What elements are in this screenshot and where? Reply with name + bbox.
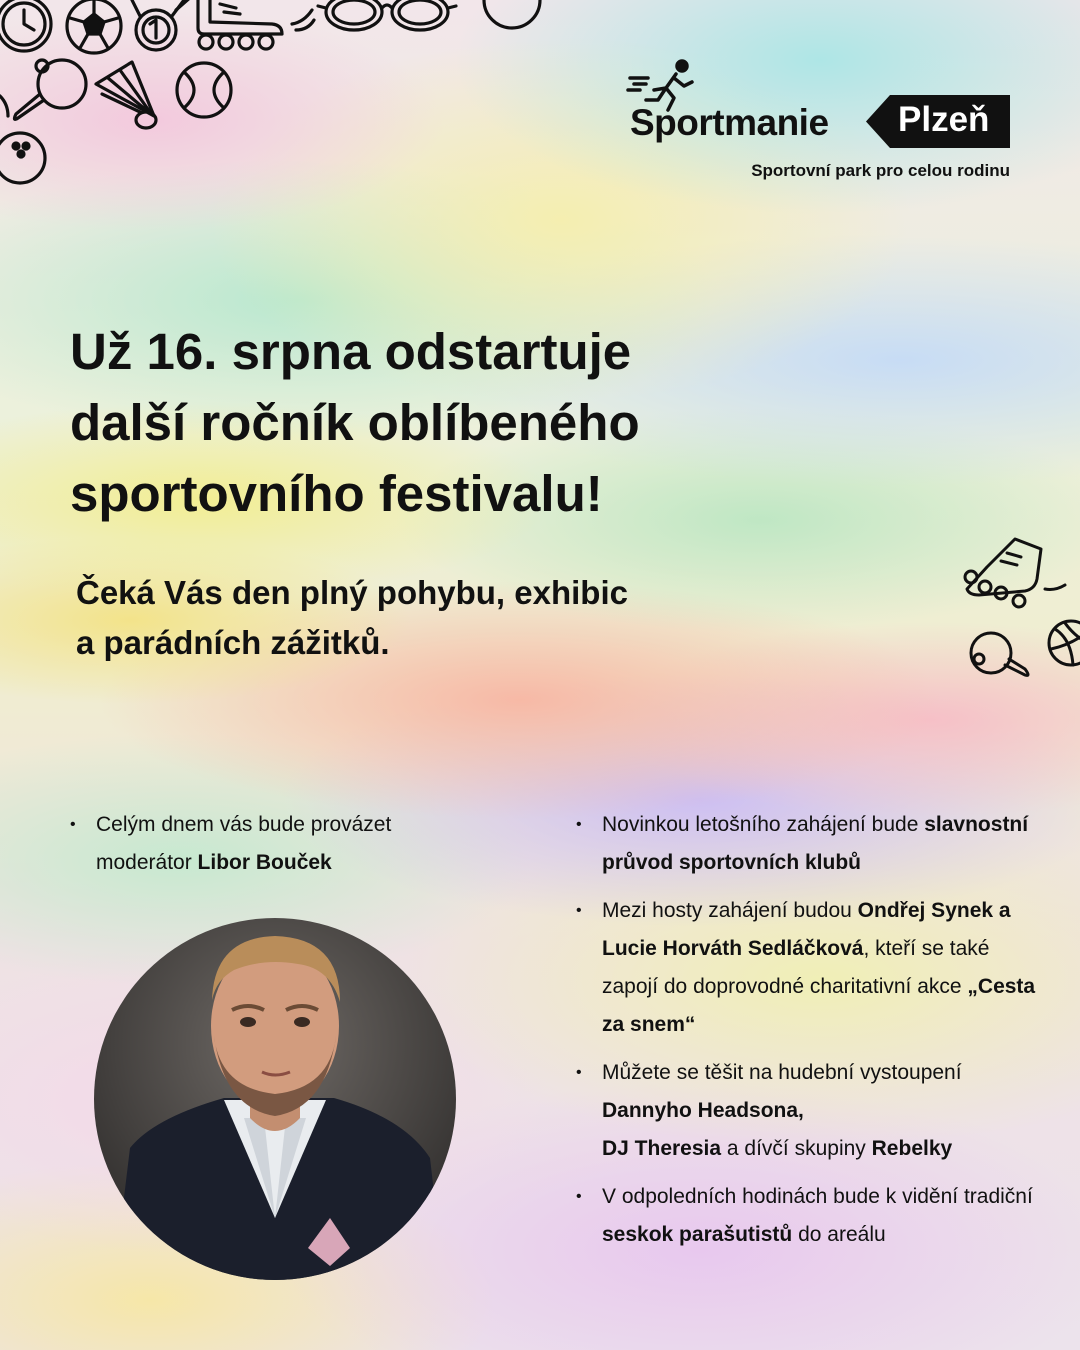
list-text: , kteří se také zapojí do doprovodné charitativní akce — [602, 937, 990, 998]
list-text: Můžete se těšit na hudební vystoupení — [602, 1061, 962, 1084]
list-bold: slavnostní průvod sportovních klubů — [602, 813, 1029, 874]
list-bold: DJ Theresia — [602, 1137, 722, 1160]
list-item — [576, 806, 1046, 882]
city-badge — [866, 95, 1010, 148]
headline-line-1: Už 16. srpna odstartuje — [70, 323, 632, 380]
list-text: a dívčí skupiny — [721, 1137, 872, 1160]
sports-icons-right — [955, 535, 1080, 685]
list-bold: Dannyho Headsona, — [602, 1099, 804, 1122]
list-text: V odpoledních hodinách bude k vidění tradiční — [602, 1185, 1033, 1208]
swim-goggles-icon — [318, 0, 456, 30]
shuttlecock-icon — [96, 62, 156, 128]
soccer-ball-icon — [67, 0, 121, 53]
ping-pong-paddle-icon — [0, 60, 86, 119]
bowling-ball-icon — [0, 133, 45, 183]
brand-tagline: Sportovní park pro celou rodinu — [751, 161, 1010, 180]
subheadline-line-1: Čeká Vás den plný pohybu, exhibic — [76, 574, 628, 611]
list-bold: Rebelky — [871, 1137, 953, 1160]
volleyball-icon — [1049, 621, 1080, 665]
moderator-list — [70, 806, 490, 892]
roller-skate-icon — [198, 0, 314, 49]
subheadline-line-2: a parádních zážitků. — [76, 624, 390, 661]
stopwatch-icon — [0, 0, 51, 51]
city-name: Plzeň — [898, 100, 990, 139]
headline-line-2: další ročník oblíbeného — [70, 394, 640, 451]
list-item — [576, 1054, 1046, 1168]
roller-skate-icon — [965, 539, 1065, 607]
list-item — [576, 1178, 1046, 1254]
program-list — [576, 806, 1046, 1264]
ping-pong-paddle-icon — [971, 633, 1028, 675]
list-text: do areálu — [792, 1223, 886, 1246]
list-item — [576, 892, 1046, 1044]
list-bold: „Cesta za snem“ — [602, 975, 1036, 1036]
list-bold: Libor Bouček — [197, 851, 332, 874]
tennis-ball-icon — [177, 63, 231, 117]
sportmanie-logo — [620, 58, 1020, 188]
list-bold: seskok parašutistů — [602, 1223, 793, 1246]
sports-icons-cluster — [0, 0, 560, 200]
list-item — [70, 806, 490, 882]
list-text: Mezi hosty zahájení budou — [602, 899, 858, 922]
list-text: Celým dnem vás bude provázet moderátor — [96, 813, 392, 874]
subheadline — [76, 568, 776, 668]
brand-name: Sportmanie — [630, 102, 829, 143]
list-bold: Ondřej Synek a Lucie Horváth Sedláčková — [602, 899, 1011, 960]
list-text: Novinkou letošního zahájení bude — [602, 813, 925, 836]
moderator-portrait — [94, 918, 456, 1280]
headline — [70, 316, 790, 529]
ball-icon — [484, 0, 540, 28]
headline-line-3: sportovního festivalu! — [70, 465, 603, 522]
medal-icon — [132, 0, 192, 50]
